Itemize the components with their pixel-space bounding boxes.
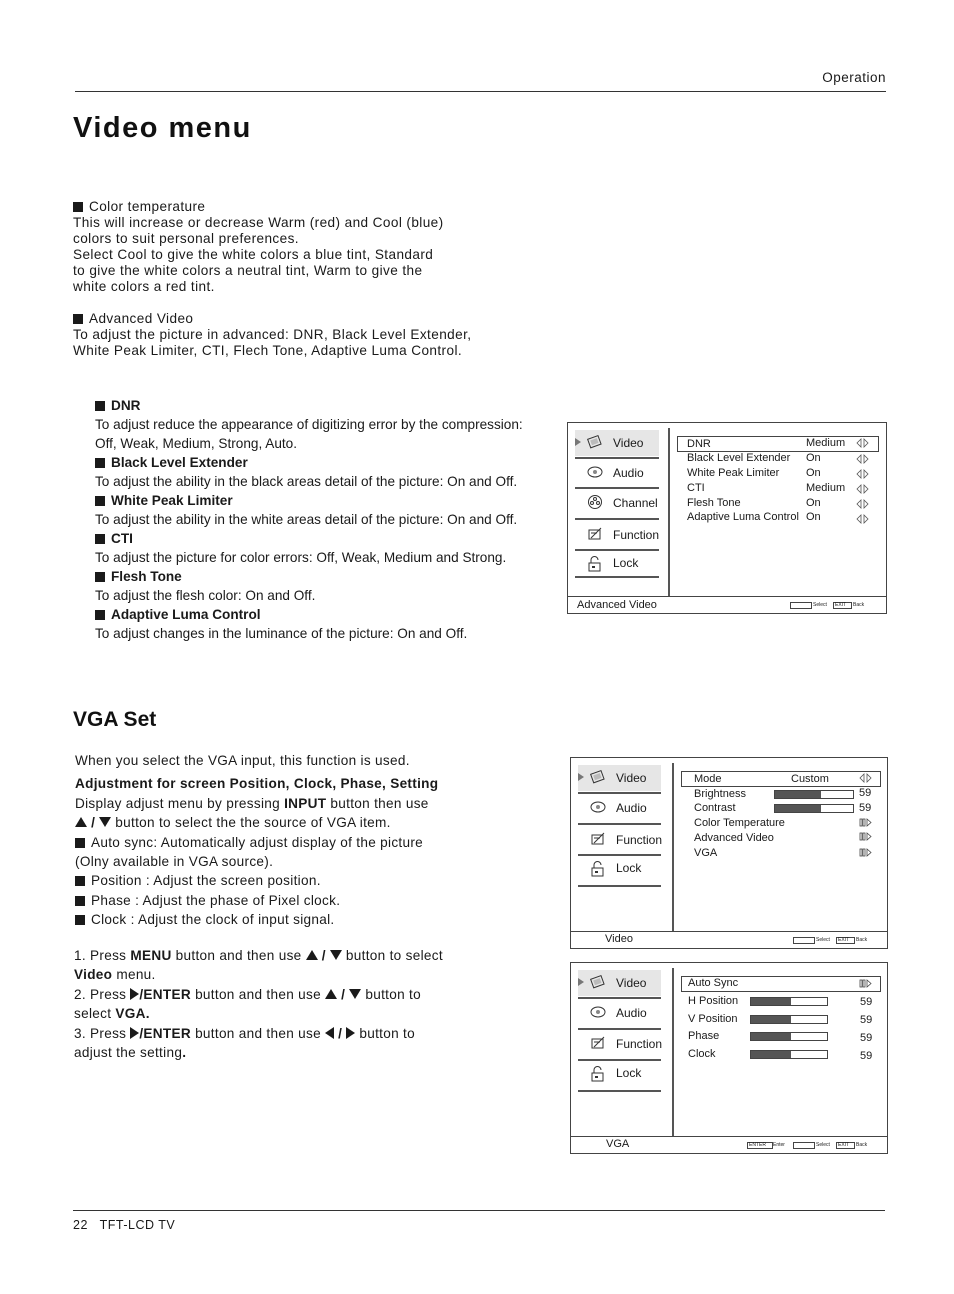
menu-item-video[interactable]: [578, 970, 661, 996]
hint-exit: EXIT: [838, 937, 850, 943]
paragraph-line: white colors a red tint.: [73, 279, 215, 294]
advanced-video-label[interactable]: Advanced Video: [694, 832, 774, 844]
setting-flesh-tone-value: On: [806, 497, 821, 509]
brightness-fill: [775, 791, 821, 798]
menu-separator: [578, 792, 661, 794]
text-run: select: [74, 1006, 116, 1022]
menu-separator: [575, 518, 659, 520]
brightness-bar[interactable]: [774, 790, 854, 799]
function-icon: [587, 526, 603, 542]
right-arrow-icon: [346, 1027, 355, 1039]
vga-steps: [74, 946, 443, 1062]
lock-icon: [590, 1066, 606, 1082]
text-run: Display adjust menu by pressing: [75, 795, 285, 811]
clock-value: 59: [860, 1050, 873, 1062]
page-footer: [73, 1218, 175, 1232]
feature-heading: Black Level Extender: [111, 455, 248, 470]
vga-instructions: [75, 751, 438, 930]
menu-label: Channel: [613, 496, 658, 510]
phase-bar[interactable]: [750, 1032, 828, 1041]
pointer-icon: [578, 978, 584, 986]
phase-fill: [751, 1033, 791, 1040]
setting-ble-label[interactable]: Black Level Extender: [687, 452, 791, 464]
key-vga: VGA.: [115, 1006, 150, 1022]
text-run: button and then use: [191, 1025, 326, 1041]
menu-label: Function: [616, 833, 663, 847]
color-temp-heading: Color temperature: [89, 199, 206, 214]
text-run: /: [341, 986, 346, 1002]
text-run: /: [321, 948, 326, 963]
osd-divider: [571, 931, 887, 932]
color-temperature-label[interactable]: Color Temperature: [694, 817, 785, 829]
bullet-square-icon: [75, 915, 85, 925]
text-run: button then use: [326, 795, 429, 811]
menu-item-lock[interactable]: [578, 855, 661, 881]
down-arrow-icon: [99, 817, 111, 827]
bullet-square-icon: [73, 314, 83, 324]
clock-label[interactable]: Clock: [688, 1048, 716, 1060]
setting-flesh-tone-label[interactable]: Flesh Tone: [687, 497, 741, 509]
color-temperature-text: [73, 199, 444, 295]
text-run: adjust the setting: [74, 1045, 183, 1061]
bullet-square-icon: [95, 534, 105, 544]
v-position-label[interactable]: V Position: [688, 1013, 738, 1025]
menu-separator: [578, 1090, 661, 1092]
menu-label: Function: [613, 528, 660, 542]
feature-line: Off, Weak, Medium, Strong, Auto.: [95, 436, 297, 451]
bullet-square-icon: [75, 838, 85, 848]
feature-line: To adjust reduce the appearance of digitizing error by the compression:: [95, 417, 523, 432]
menu-item-video[interactable]: [578, 765, 661, 791]
hint-select: Select: [816, 1142, 830, 1148]
right-arrow-icon: [130, 988, 139, 1000]
nav-arrows-icon: [793, 1142, 815, 1149]
phase-label[interactable]: Phase: [688, 1030, 720, 1042]
key-enter: /ENTER: [139, 1025, 191, 1041]
paragraph-line: colors to suit personal preferences.: [73, 231, 299, 246]
menu-separator: [575, 457, 659, 459]
menu-separator: [575, 576, 659, 578]
v-position-value: 59: [860, 1014, 873, 1026]
menu-item-lock[interactable]: [578, 1060, 661, 1086]
section-label: Operation: [822, 70, 886, 85]
hint-back: Back: [856, 937, 868, 943]
menu-label: Audio: [616, 1006, 647, 1020]
bullet-square-icon: [95, 401, 105, 411]
auto-sync-note: (Olny available in VGA source).: [75, 854, 274, 870]
feature-heading: Adaptive Luma Control: [111, 607, 261, 622]
enter-arrows-icon: [859, 979, 873, 989]
osd-video-menu: [570, 757, 888, 949]
osd-vga-menu: [570, 962, 888, 1154]
pointer-icon: [575, 438, 581, 446]
footer-rule: [73, 1210, 885, 1211]
vga-label[interactable]: VGA: [694, 847, 718, 859]
brightness-value: 59: [859, 787, 872, 799]
feature-line: To adjust the flesh color: On and Off.: [95, 588, 316, 603]
menu-separator: [578, 1028, 661, 1030]
menu-item-audio[interactable]: [575, 460, 659, 486]
hint-enter-key: ENTER: [749, 1142, 766, 1148]
menu-label: Function: [616, 1037, 663, 1051]
menu-item-channel[interactable]: [575, 490, 659, 516]
osd-divider: [568, 596, 886, 597]
h-position-label[interactable]: H Position: [688, 995, 739, 1007]
feature-heading: DNR: [111, 398, 141, 413]
setting-cti-label[interactable]: CTI: [687, 482, 705, 494]
paragraph-line: White Peak Limiter, CTI, Flech Tone, Adaptive Luma Control.: [73, 343, 463, 358]
setting-wpl-label[interactable]: White Peak Limiter: [687, 467, 780, 479]
contrast-value: 59: [859, 802, 872, 814]
text-run: .: [182, 1045, 187, 1061]
right-arrow-icon: [130, 1027, 139, 1039]
setting-dnr-label[interactable]: DNR: [687, 438, 711, 450]
hint-exit: EXIT: [835, 602, 847, 608]
left-right-arrows-icon: [856, 438, 870, 526]
osd-status-label: Video: [605, 933, 633, 945]
menu-separator: [578, 997, 661, 999]
lock-icon: [587, 556, 603, 572]
setting-ble-value: On: [806, 452, 821, 464]
menu-item-function[interactable]: [575, 522, 659, 548]
up-arrow-icon: [75, 817, 87, 827]
feature-line: To adjust the ability in the white areas detail of the picture: On and Off.: [95, 512, 518, 527]
osd-status-label: Advanced Video: [577, 599, 657, 611]
osd-divider: [672, 968, 674, 1136]
menu-label: Video: [616, 771, 647, 785]
feature-heading: Flesh Tone: [111, 569, 182, 584]
menu-label: Lock: [613, 556, 639, 570]
feature-line: To adjust the picture for color errors: Off, Weak, Medium and Strong.: [95, 550, 507, 565]
h-position-bar[interactable]: [750, 997, 828, 1006]
mode-value: Custom: [791, 773, 829, 785]
vga-intro: When you select the VGA input, this function is used.: [75, 753, 410, 768]
osd-divider: [668, 428, 670, 596]
hint-back: Back: [856, 1142, 868, 1148]
feature-line: To adjust changes in the luminance of the picture: On and Off.: [95, 626, 468, 641]
menu-item-audio[interactable]: [578, 1000, 661, 1026]
text-run: button to select: [341, 948, 443, 963]
setting-wpl-value: On: [806, 467, 821, 479]
setting-dnr-value: Medium: [806, 437, 846, 449]
key-enter: /ENTER: [139, 986, 191, 1002]
speaker-icon: [587, 464, 603, 480]
feature-line: To adjust the ability in the black areas detail of the picture: On and Off.: [95, 474, 518, 489]
vga-set-title: VGA Set: [73, 708, 157, 731]
position-text: Position : Adjust the screen position.: [91, 873, 321, 889]
hint-enter: Enter: [773, 1142, 785, 1148]
bullet-square-icon: [95, 572, 105, 582]
osd-advanced-video: [567, 422, 887, 614]
key-video: Video: [74, 967, 113, 983]
menu-label: Video: [616, 976, 647, 990]
clock-fill: [751, 1051, 791, 1058]
menu-label: Lock: [616, 861, 642, 875]
adjust-heading: Adjustment for screen Position, Clock, Phase, Setting: [75, 776, 439, 792]
nav-arrows-icon: [793, 937, 815, 944]
key-input: INPUT: [284, 795, 327, 811]
advanced-video-text: [73, 311, 471, 359]
hint-exit: EXIT: [838, 1142, 850, 1148]
bullet-square-icon: [75, 876, 85, 886]
osd-status-label: VGA: [606, 1138, 630, 1150]
speaker-icon: [590, 1004, 606, 1020]
video-icon: [587, 434, 603, 450]
menu-item-lock[interactable]: [575, 550, 659, 576]
mode-label[interactable]: Mode: [694, 773, 722, 785]
auto-sync-text: Auto sync: Automatically adjust display of the picture: [91, 834, 424, 850]
v-position-fill: [751, 1016, 791, 1023]
text-run: button and then use: [191, 986, 326, 1002]
nav-arrows-icon: [790, 602, 812, 609]
clock-bar[interactable]: [750, 1050, 828, 1059]
text-run: 2. Press: [74, 986, 131, 1002]
contrast-fill: [775, 805, 821, 812]
menu-separator: [578, 885, 661, 887]
video-icon: [590, 769, 606, 785]
h-position-value: 59: [860, 996, 873, 1008]
phase-value: 59: [860, 1032, 873, 1044]
paragraph-line: to give the white colors a neutral tint, Warm to give the: [73, 263, 423, 278]
text-run: /: [87, 815, 100, 831]
menu-label: Audio: [613, 466, 644, 480]
paragraph-line: This will increase or decrease Warm (red) and Cool (blue): [73, 215, 444, 230]
setting-alc-value: On: [806, 511, 821, 523]
page-number: 22: [73, 1218, 88, 1232]
up-arrow-icon: [325, 989, 337, 999]
setting-cti-value: Medium: [806, 482, 846, 494]
key-menu: MENU: [130, 948, 172, 963]
left-arrow-icon: [325, 1027, 334, 1039]
down-arrow-icon: [349, 989, 361, 999]
bullet-square-icon: [95, 610, 105, 620]
feature-list: [95, 396, 523, 643]
hint-select: Select: [816, 937, 830, 943]
menu-separator: [578, 823, 661, 825]
contrast-label[interactable]: Contrast: [694, 802, 736, 814]
paragraph-line: To adjust the picture in advanced: DNR, Black Level Extender,: [73, 327, 472, 342]
auto-sync-label[interactable]: Auto Sync: [688, 977, 739, 989]
page-title: Video menu: [73, 112, 252, 144]
function-icon: [590, 831, 606, 847]
speaker-icon: [590, 799, 606, 815]
menu-label: Audio: [616, 801, 647, 815]
menu-label: Video: [613, 436, 644, 450]
hint-select: Select: [813, 602, 827, 608]
text-run: 3. Press: [74, 1025, 131, 1041]
pointer-icon: [578, 773, 584, 781]
bullet-square-icon: [73, 202, 83, 212]
menu-label: Lock: [616, 1066, 642, 1080]
menu-item-audio[interactable]: [578, 795, 661, 821]
phase-text: Phase : Adjust the phase of Pixel clock.: [91, 892, 341, 908]
up-arrow-icon: [306, 950, 318, 960]
lock-icon: [590, 861, 606, 877]
enter-arrows-icon: [859, 818, 873, 858]
channel-icon: [587, 494, 603, 510]
osd-divider: [571, 1136, 887, 1137]
left-right-arrows-icon: [859, 773, 873, 783]
bullet-square-icon: [95, 496, 105, 506]
text-run: button to: [355, 1025, 415, 1041]
menu-separator: [575, 487, 659, 489]
text-run: button to select the the source of VGA item.: [111, 815, 391, 831]
paragraph-line: Select Cool to give the white colors a blue tint, Standard: [73, 247, 434, 262]
menu-item-video[interactable]: [575, 430, 659, 456]
osd-divider: [672, 763, 674, 931]
video-icon: [590, 974, 606, 990]
menu-item-function[interactable]: [578, 827, 661, 853]
h-position-fill: [751, 998, 791, 1005]
hint-back: Back: [853, 602, 865, 608]
setting-alc-label[interactable]: Adaptive Luma Control: [687, 511, 799, 523]
text-run: 1. Press: [74, 948, 131, 963]
text-run: menu.: [112, 967, 156, 983]
menu-item-function[interactable]: [578, 1031, 661, 1057]
header-rule: [75, 91, 886, 92]
brightness-label[interactable]: Brightness: [694, 788, 746, 800]
bullet-square-icon: [95, 458, 105, 468]
down-arrow-icon: [330, 950, 342, 960]
text-run: /: [338, 1025, 343, 1041]
feature-heading: CTI: [111, 531, 133, 546]
text-run: button to: [361, 986, 421, 1002]
text-run: button and then use: [171, 948, 306, 963]
feature-heading: White Peak Limiter: [111, 493, 233, 508]
clock-text: Clock : Adjust the clock of input signal.: [91, 912, 335, 928]
function-icon: [590, 1035, 606, 1051]
bullet-square-icon: [75, 896, 85, 906]
product-name: TFT-LCD TV: [99, 1218, 176, 1232]
v-position-bar[interactable]: [750, 1015, 828, 1024]
advanced-heading: Advanced Video: [89, 311, 194, 326]
contrast-bar[interactable]: [774, 804, 854, 813]
